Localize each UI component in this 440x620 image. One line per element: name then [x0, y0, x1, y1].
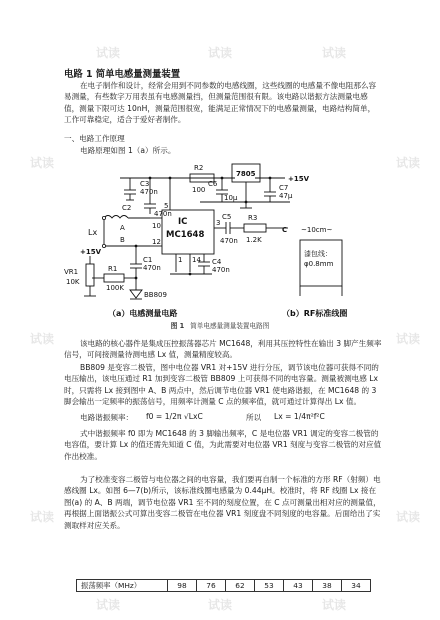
formula-inductance: Lx = 1/4π²f²C	[274, 412, 325, 421]
c3-value: 470n	[140, 188, 158, 196]
coil-wire-size: φ0.8mm	[304, 260, 334, 268]
table-cell: 53	[255, 580, 284, 592]
table-row	[77, 580, 371, 592]
supply-label-bottom: +15V	[80, 248, 102, 256]
table-cell: 34	[342, 580, 371, 592]
frequency-table	[76, 579, 371, 592]
formula-connector: 所以	[246, 413, 262, 422]
c1-label: C1	[143, 256, 153, 264]
r3-value: 1.2K	[246, 236, 262, 244]
vr1-label: VR1	[64, 268, 79, 276]
c2-label: C2	[122, 204, 132, 212]
r3-label: R3	[248, 214, 258, 222]
paragraph-2: BB809 是变容二极管，图中电位器 VR1 对+15V 进行分压，调节该电位器可获得不同的电压输出，该电压通过 R1 加到变容二极管 BB809 上可获得不同的电容量。测量被测电感 Lx 时，只需将 Lx 接到图中 A、B 两点中，然后调节电位器 VR1 使电路谐振，在 MC1648 的 3 脚会输出一定频率的振荡信号，用频率计测量 C 点的频率值，就可通过计算得出 Lx 值。	[64, 363, 379, 407]
caption-b: （b）RF标准线圈	[282, 309, 348, 318]
watermark: 试读	[322, 46, 347, 60]
pin-10: 10	[152, 222, 161, 230]
r1-value: 100K	[106, 284, 124, 292]
r2-label: R2	[194, 164, 204, 172]
terminal-a: A	[120, 224, 125, 232]
c5-label: C5	[222, 213, 232, 221]
intro-paragraph: 在电子制作和设计，经常会用到不同参数的电感线圈，这些线圈的电感量不像电阻那么容易测量，有些数字万用表虽有电感测量挡，但测量范围很有限。该电路以谐振方法测量电感值，测量下限可达 10nH，测量范围很宽，能满足正常情况下的电感量测量，电路结构简单，工作可靠稳定，适合于爱好者制作。	[64, 81, 377, 125]
watermark: 试读	[30, 332, 55, 346]
c2-value: 470n	[154, 210, 172, 218]
watermark: 试读	[96, 598, 121, 612]
pin-5: 5	[164, 202, 169, 210]
r1-label: R1	[108, 265, 118, 273]
c5-value: 470n	[220, 237, 238, 245]
table-cell: 62	[226, 580, 255, 592]
figure-caption: 图 1 简单电感量测量装置电路图	[170, 322, 270, 330]
r2-value: 100	[192, 186, 206, 194]
vr1-value: 10K	[66, 278, 80, 286]
table-header-cell: 振荡频率（MHz）	[77, 580, 168, 592]
formula-resonance: f0 = 1/2π √LxC	[146, 412, 203, 421]
table-cell: 43	[284, 580, 313, 592]
watermark: 试读	[30, 510, 55, 524]
terminal-b: B	[120, 236, 125, 244]
section-heading: 一、电路工作原理	[64, 134, 125, 143]
c4-label: C4	[212, 258, 222, 266]
formula-label: 电路谐振频率：	[80, 413, 134, 422]
c7-label: C7	[279, 184, 289, 192]
c4-value: 470n	[212, 266, 230, 274]
pin-3: 3	[216, 219, 221, 227]
regulator-label: 7805	[236, 170, 256, 178]
diagram-reference: 电路原理如图 1（a）所示。	[80, 146, 176, 155]
watermark: 试读	[208, 46, 233, 60]
lx-label: Lx	[88, 228, 98, 237]
page-title: 电路 1 简单电感量测量装置	[64, 69, 181, 80]
watermark: 试读	[30, 156, 55, 170]
paragraph-4: 为了校准变容二极管与电位器之间的电容量，我们要再自制一个标准的方形 RF（射频）电感线圈 Lx。如图 6—7(b)所示，该标准线圈电感量为 0.44μH。校准时，将 RF 线圈 Lx 接在图(a) 的 A、B 两端，调节电位器 VR1 至不同的刻度位置，在 C 点可测量出相对应的测量值，再根据上面谐振公式可算出变容二极管在电位器 VR1 刻度盘不同刻度的电容量。后面给出了实测取样对应关系。	[64, 475, 381, 530]
c3-label: C3	[140, 180, 150, 188]
pin-1: 1	[178, 256, 183, 264]
coil-wire-label: 漆包线：	[304, 250, 332, 258]
pin-12: 12	[152, 238, 161, 246]
table-cell: 98	[168, 580, 197, 592]
pin-14: 14	[192, 256, 201, 264]
watermark: 试读	[396, 332, 421, 346]
c6-label: C6	[208, 180, 218, 188]
watermark: 试读	[208, 598, 233, 612]
paragraph-3: 式中谐振频率 f0 即为 MC1648 的 3 脚输出频率，C 是电位器 VR1 调定的变容二极管的电容值，要计算 Lx 的值还需先知道 C 值，为此需要对电位器 VR1 刻度与变容二极管的对应值作出校准。	[64, 429, 382, 461]
caption-a: （a）电感测量电路	[108, 309, 178, 318]
paragraph-1: 该电路的核心器件是集成压控振荡器芯片 MC1648，利用其压控特性在输出 3 脚产生频率信号，可间接测量待测电感 Lx 值，测量精度较高。	[64, 339, 382, 360]
watermark: 试读	[396, 510, 421, 524]
ic-value: MC1648	[166, 230, 205, 240]
watermark: 试读	[396, 156, 421, 170]
watermark: 试读	[96, 46, 121, 60]
table-cell: 38	[313, 580, 342, 592]
ic-label: IC	[178, 217, 188, 227]
c1-value: 470n	[143, 264, 161, 272]
c7-value: 47μ	[279, 192, 293, 200]
varactor-label: BB809	[144, 291, 167, 299]
c6-value: 10μ	[224, 194, 238, 202]
circuit-schematic	[0, 156, 440, 326]
watermark: 试读	[322, 598, 347, 612]
table-cell: 76	[197, 580, 226, 592]
output-c-label: C	[282, 226, 288, 234]
supply-label-top: +15V	[288, 175, 310, 183]
coil-dimension: ~10cm~	[301, 226, 333, 234]
